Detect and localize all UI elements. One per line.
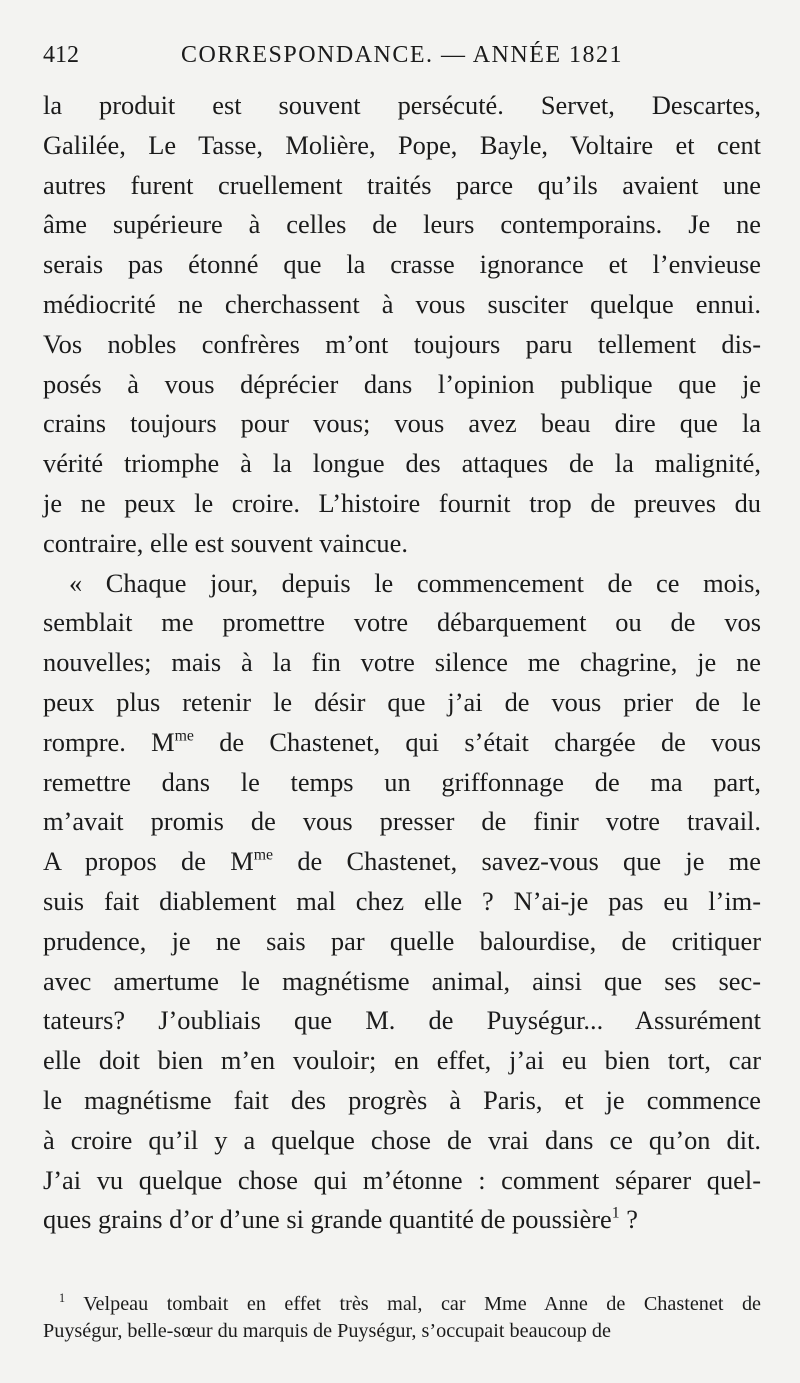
body-line: elle doit bien m’en vouloir; en effet, j’ai eu bien tort, car <box>43 1045 761 1076</box>
footnote-line: $^1$ Velpeau tombait en effet très mal, car Mme Anne de Chastenet de <box>59 1291 761 1315</box>
body-line: avec amertume le magnétisme animal, ainsi que ses sec- <box>43 965 761 996</box>
running-head: CORRESPONDANCE. — ANNÉE 1821 <box>181 42 624 68</box>
body-text <box>43 86 761 1240</box>
body-line: la produit est souvent persécuté. Servet, Descartes, <box>43 90 761 120</box>
body-line: « Chaque jour, depuis le commencement de ce mois, <box>69 567 761 598</box>
body-line: crains toujours pour vous; vous avez beau dire que la <box>43 408 761 439</box>
body-line: serais pas étonné que la crasse ignorance et l’envieuse <box>43 249 761 280</box>
body-line: autres furent cruellement traités parce qu’ils avaient une <box>43 169 761 200</box>
superscript: me <box>174 727 194 745</box>
body-line: suis fait diablement mal chez elle ? N’ai-je pas eu l’im- <box>43 885 761 916</box>
body-line: je ne peux le croire. L’histoire fournit trop de preuves du <box>43 487 761 518</box>
superscript: 1 <box>611 1205 620 1223</box>
superscript: 1 <box>59 1291 66 1306</box>
body-line: A propos de $M^{me}$ de Chastenet, savez-vous que je me <box>43 846 761 877</box>
body-line: m’avait promis de vous presser de finir votre travail. <box>43 806 761 837</box>
body-line: Galilée, Le Tasse, Molière, Pope, Bayle, Voltaire et cent <box>43 129 761 160</box>
body-line: posés à vous déprécier dans l’opinion publique que je <box>43 368 761 399</box>
footnote-line: Puységur, belle-sœur du marquis de Puységur, s’occupait beaucoup de <box>43 1320 611 1342</box>
body-line: à croire qu’il y a quelque chose de vrai dans ce qu’on dit. <box>43 1124 761 1155</box>
body-line: remettre dans le temps un griffonnage de ma part, <box>43 766 761 797</box>
body-line: J’ai vu quelque chose qui m’étonne : comment séparer quel- <box>43 1164 761 1195</box>
body-line: Vos nobles confrères m’ont toujours paru tellement dis- <box>43 328 761 359</box>
body-line: contraire, elle est souvent vaincue. <box>43 527 408 558</box>
body-line: rompre. $M^{me}$ de Chastenet, qui s’était chargée de vous <box>43 726 761 757</box>
body-line: médiocrité ne cherchassent à vous susciter quelque ennui. <box>43 288 761 319</box>
body-line: vérité triomphe à la longue des attaques de la malignité, <box>43 448 761 479</box>
body-line: le magnétisme fait des progrès à Paris, et je commence <box>43 1084 761 1115</box>
body-line: nouvelles; mais à la fin votre silence me chagrine, je ne <box>43 647 761 678</box>
body-line: peux plus retenir le désir que j’ai de vous prier de le <box>43 686 761 717</box>
body-line: ques grains d’or d’une si grande quantité de poussière$^1$ ? <box>43 1204 638 1235</box>
superscript: me <box>253 846 274 864</box>
body-line: semblait me promettre votre débarquement ou de vos <box>43 607 761 638</box>
body-line: âme supérieure à celles de leurs contemporains. Je ne <box>43 209 761 240</box>
body-line: prudence, je ne sais par quelle balourdise, de critiquer <box>43 925 761 956</box>
page-number: 412 <box>43 42 79 68</box>
footnotes <box>43 1291 761 1345</box>
page-header <box>43 38 760 72</box>
body-line: tateurs? J’oubliais que M. de Puységur... Assurément <box>43 1005 761 1036</box>
